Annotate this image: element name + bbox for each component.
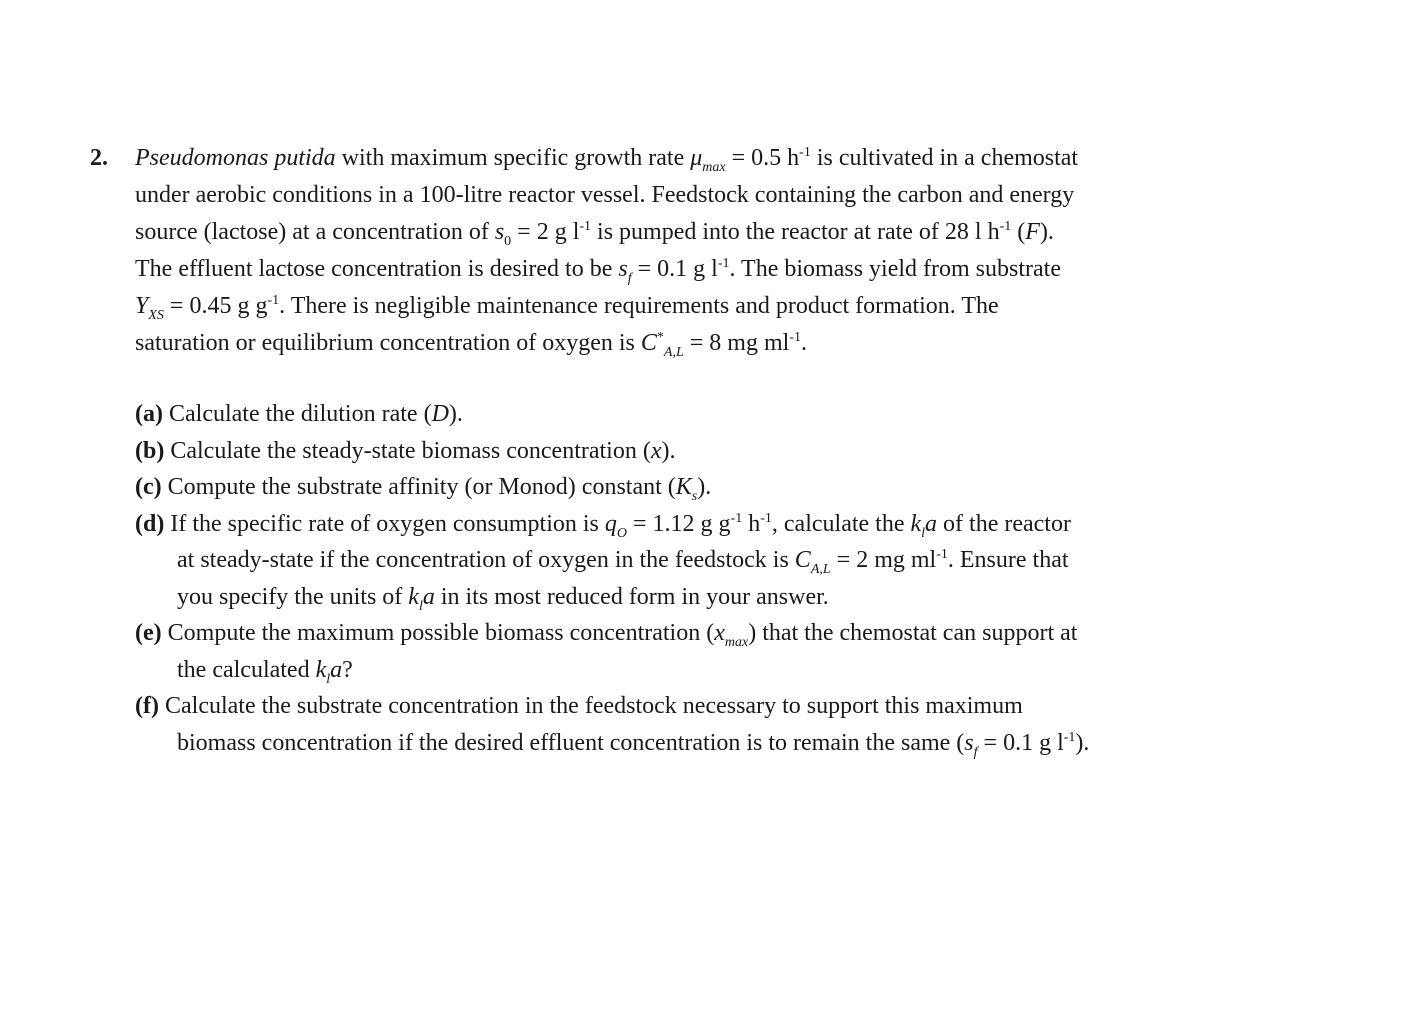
part-e-line-2: the calculated $k_la$? [177,656,353,687]
part-d-line-1: (d) If the specific rate of oxygen consumption is $q_O = 1.12$ g $g^{-1}$ $h^{-1}$, calculate the $k_la$ of the reactor [135,510,1071,541]
part-a: (a) Calculate the dilution rate (D). [135,401,463,427]
part-e-line-1: (e) Compute the maximum possible biomass concentration $(x_{max})$ that the chemostat can support at [135,620,1078,650]
question-parts [135,396,1295,761]
part-d-line-2: at steady-state if the concentration of oxygen in the feedstock is $C_{A,L} = 2$ mg $ml^{-1}$. Ensure that [177,547,1069,577]
part-c: (c) Compute the substrate affinity (or Monod) constant $(K_s)$. [135,474,712,504]
question-2 [90,140,1290,362]
question-number: 2. [90,145,108,171]
part-b: (b) Calculate the steady-state biomass concentration (x). [135,437,676,464]
part-d-line-3: you specify the units of $k_la$ in its most reduced form in your answer. [177,583,829,614]
question-line-2: under aerobic conditions in a 100-litre reactor vessel. Feedstock containing the carbon and energy [135,182,1075,208]
part-f-line-1: (f) Calculate the substrate concentration in the feedstock necessary to support this maximum [135,693,1023,719]
question-line-4: The effluent lactose concentration is desired to be $s_f = 0.1$ g $l^{-1}$. The biomass yield from substrate [135,256,1061,286]
part-f-line-2: biomass concentration if the desired effluent concentration is to remain the same ($s_f = 0.1$ g $l^{-1}$). [177,729,1090,760]
question-line-5: $Y_{XS} = 0.45$ g $g^{-1}$. There is negligible maintenance requirements and product formation. The [135,293,999,323]
question-line-6: saturation or equilibrium concentration of oxygen is $C^*_{A,L} = 8$ mg $ml^{-1}$. [135,330,807,360]
question-line-1: 2. Pseudomonas putida with maximum specific growth rate $\mu_{max} = 0.5$ $h^{-1}$ is cultivated in a chemostat [90,140,1290,177]
question-line-3: source (lactose) at a concentration of $s_0 = 2$ g $l^{-1}$ is pumped into the reactor at rate of 28 l $h^{-1}$ (F). [135,219,1054,249]
